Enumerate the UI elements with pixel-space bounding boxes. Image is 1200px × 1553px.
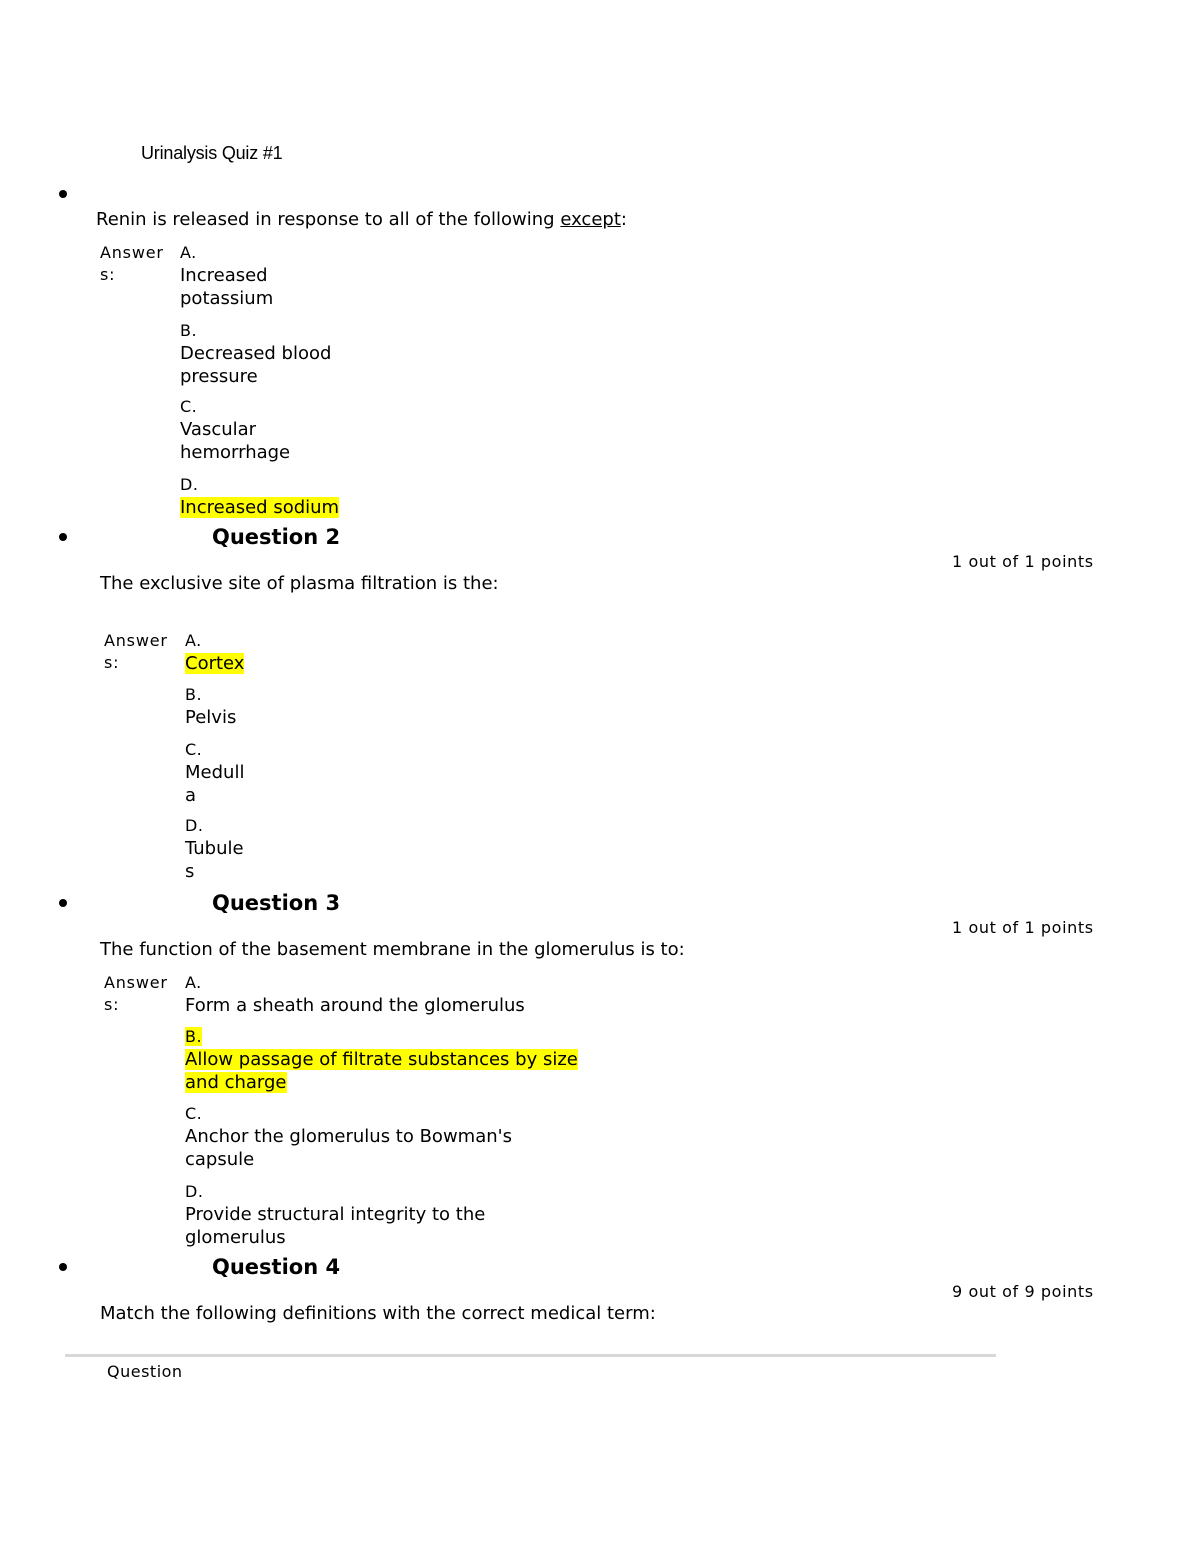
bullet-q4 xyxy=(59,1263,67,1271)
option-text-line: a xyxy=(185,785,197,806)
option-text-line: capsule xyxy=(185,1149,255,1170)
answer-option-q1-d-correct xyxy=(180,474,339,519)
bullet-q1 xyxy=(59,190,67,198)
answer-option-q3-b-correct xyxy=(185,1026,578,1094)
option-text-line: Pelvis xyxy=(185,707,237,728)
answer-option-q1-b xyxy=(180,320,331,388)
highlighted-answer: Increased sodium xyxy=(180,497,340,518)
option-letter: C. xyxy=(180,397,198,416)
question-1-text-end: : xyxy=(620,209,627,230)
highlighted-answer: Allow passage of filtrate substances by size xyxy=(185,1049,578,1070)
option-text-line: hemorrhage xyxy=(180,442,291,463)
option-text-line: Decreased blood xyxy=(180,343,332,364)
option-letter: C. xyxy=(185,1104,203,1123)
answer-option-q3-a xyxy=(185,972,525,1017)
answer-option-q3-d xyxy=(185,1181,485,1249)
option-letter: D. xyxy=(185,1182,204,1201)
option-text-line: potassium xyxy=(180,288,274,309)
answers-label-q3: Answer s: xyxy=(104,973,168,1014)
question-4-points: 9 out of 9 points xyxy=(952,1282,1094,1301)
option-text-line: Increased xyxy=(180,265,268,286)
option-letter: A. xyxy=(180,243,197,262)
answer-option-q3-c xyxy=(185,1103,512,1171)
answer-option-q1-a xyxy=(180,242,273,310)
bullet-q2 xyxy=(59,533,67,541)
highlighted-answer: and charge xyxy=(185,1072,287,1093)
question-1-emphasis: except xyxy=(560,209,621,230)
option-text-line: pressure xyxy=(180,366,258,387)
question-4-heading: Question 4 xyxy=(212,1255,341,1279)
question-2-points: 1 out of 1 points xyxy=(952,552,1094,571)
highlighted-answer: Cortex xyxy=(185,653,245,674)
bullet-q3 xyxy=(59,899,67,907)
question-3-heading: Question 3 xyxy=(212,891,341,915)
question-4-text: Match the following definitions with the correct medical term: xyxy=(100,1303,656,1324)
answers-label-q1: Answer s: xyxy=(100,243,164,284)
answer-option-q1-c xyxy=(180,396,290,464)
option-letter: B. xyxy=(185,685,203,704)
question-3-text: The function of the basement membrane in the glomerulus is to: xyxy=(100,939,685,960)
option-text-line: Tubule xyxy=(185,838,244,859)
option-text-line: glomerulus xyxy=(185,1227,286,1248)
option-letter: A. xyxy=(185,973,202,992)
question-1-text xyxy=(96,208,627,232)
option-letter: D. xyxy=(180,475,199,494)
table-divider xyxy=(65,1354,996,1357)
question-2-text: The exclusive site of plasma filtration is the: xyxy=(100,573,499,594)
table-header-question: Question xyxy=(107,1362,183,1381)
option-text-line: Provide structural integrity to the xyxy=(185,1204,486,1225)
highlighted-letter: B. xyxy=(185,1027,203,1046)
option-text-line: s xyxy=(185,861,195,882)
answer-option-q2-d xyxy=(185,815,244,883)
question-2-heading: Question 2 xyxy=(212,525,341,549)
option-letter: C. xyxy=(185,740,203,759)
page-title: Urinalysis Quiz #1 xyxy=(141,143,283,163)
question-1-text-start: Renin is released in response to all of the following xyxy=(96,209,561,230)
answer-option-q2-a-correct xyxy=(185,630,244,675)
answers-label-q2: Answer s: xyxy=(104,631,168,672)
option-text-line: Vascular xyxy=(180,419,257,440)
answer-option-q2-b xyxy=(185,684,236,729)
option-text-line: Medull xyxy=(185,762,245,783)
option-letter: B. xyxy=(180,321,198,340)
option-text-line: Anchor the glomerulus to Bowman's xyxy=(185,1126,512,1147)
answer-option-q2-c xyxy=(185,739,244,807)
question-3-points: 1 out of 1 points xyxy=(952,918,1094,937)
option-letter: A. xyxy=(185,631,202,650)
option-text-line: Form a sheath around the glomerulus xyxy=(185,995,525,1016)
option-letter: D. xyxy=(185,816,204,835)
